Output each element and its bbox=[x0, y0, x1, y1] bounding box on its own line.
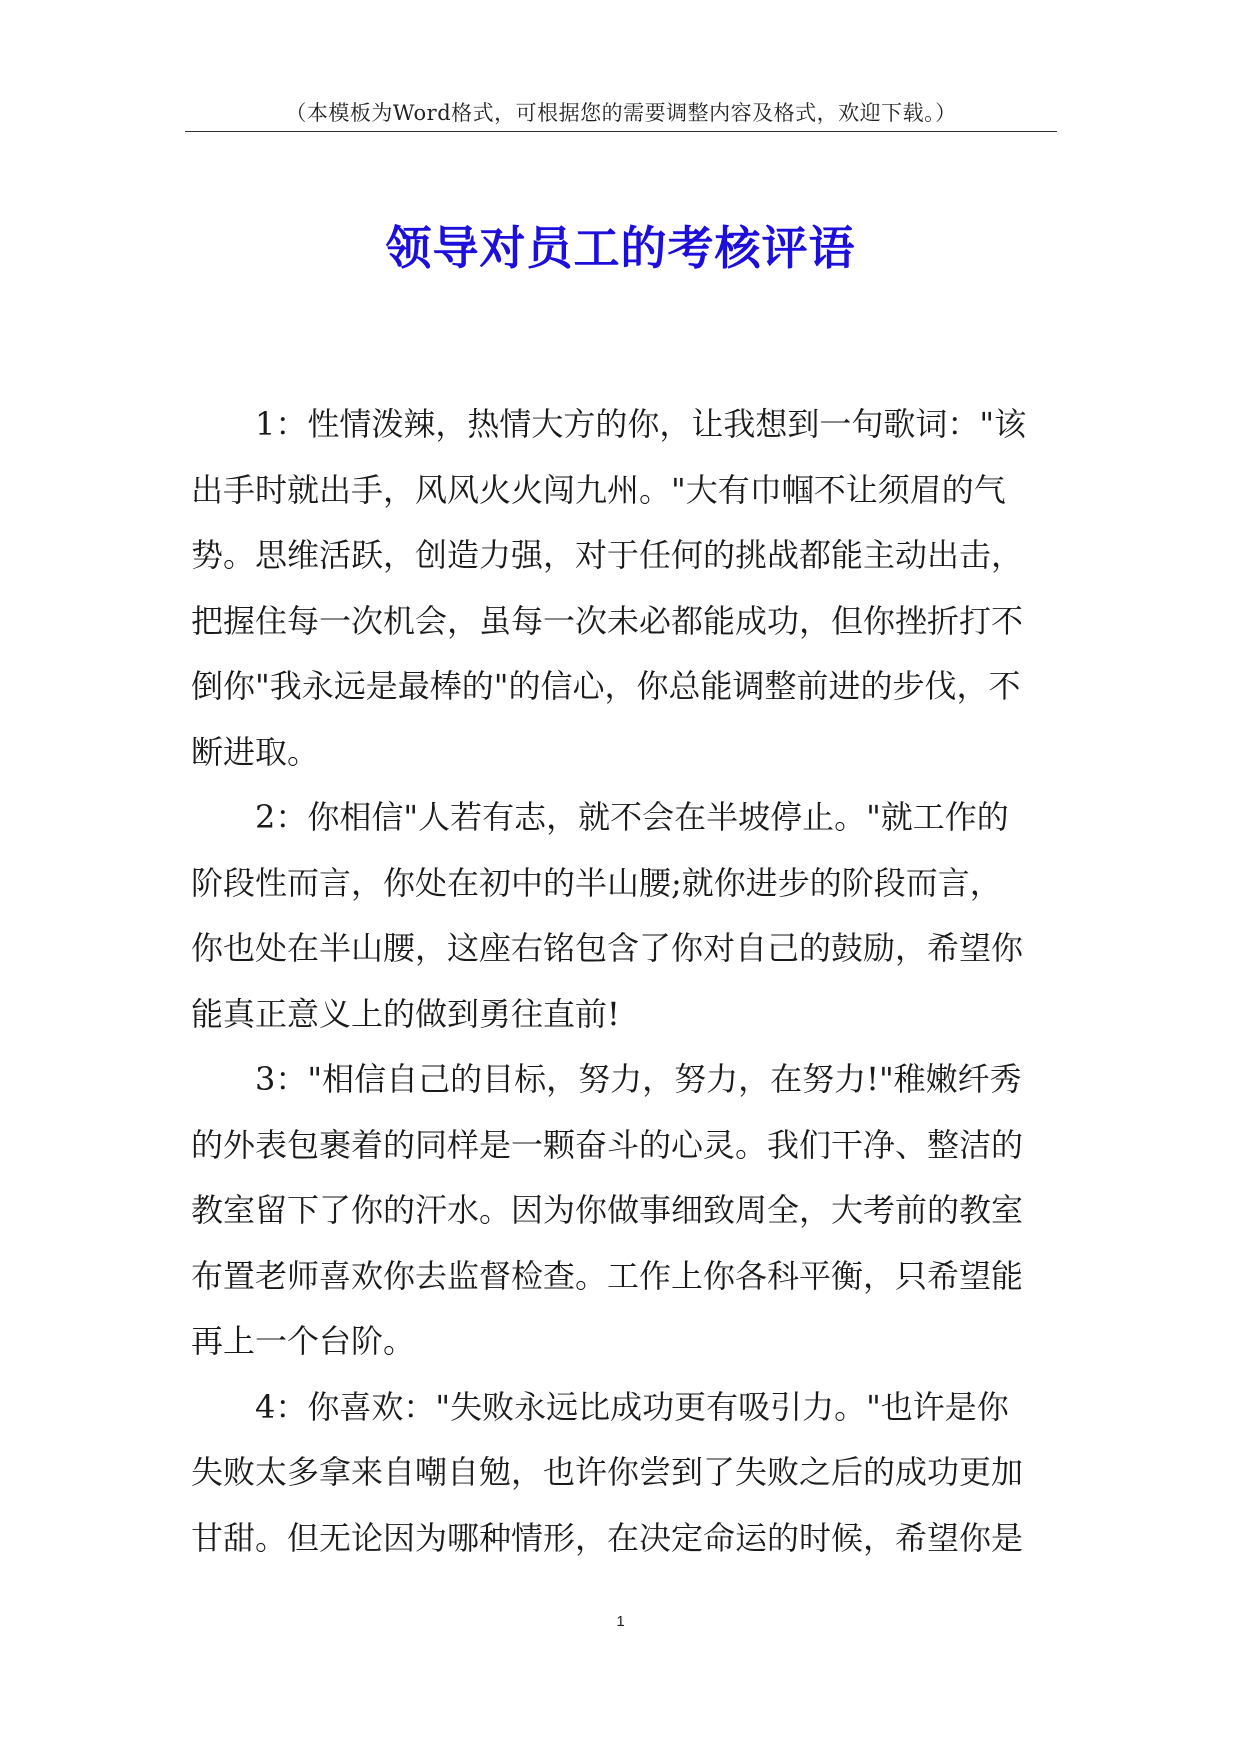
paragraph-4-line: 4：你喜欢："失败永远比成功更有吸引力。"也许是你 bbox=[255, 1387, 1009, 1426]
paragraph-1-line: 把握住每一次机会，虽每一次未必都能成功，但你挫折打不 bbox=[191, 601, 1024, 640]
paragraph-1-line: 1：性情泼辣，热情大方的你，让我想到一句歌词："该 bbox=[255, 405, 1027, 443]
paragraph-3-line: 3："相信自己的目标，努力，努力，在努力!"稚嫩纤秀 bbox=[255, 1060, 1022, 1098]
paragraph-3-line: 教室留下了你的汗水。因为你做事细致周全，大考前的教室 bbox=[191, 1191, 1024, 1229]
paragraph-3-line: 布置老师喜欢你去监督检查。工作上你各科平衡，只希望能 bbox=[191, 1256, 1024, 1295]
paragraph-2-line: 阶段性而言，你处在初中的半山腰;就你进步的阶段而言， bbox=[191, 863, 1002, 902]
paragraph-4-line: 甘甜。但无论因为哪种情形，在决定命运的时候，希望你是 bbox=[191, 1518, 1024, 1557]
paragraph-2-line: 2：你相信"人若有志，就不会在半坡停止。"就工作的 bbox=[255, 798, 1009, 836]
document-body bbox=[191, 392, 1063, 1571]
document-title: 领导对员工的考核评语 bbox=[385, 221, 856, 275]
paragraph-1-line: 断进取。 bbox=[191, 732, 320, 771]
paragraph-2-line: 能真正意义上的做到勇往直前! bbox=[191, 994, 620, 1033]
paragraph-1-line: 出手时就出手，风风火火闯九州。"大有巾帼不让须眉的气 bbox=[191, 470, 1006, 509]
header-divider bbox=[185, 131, 1057, 132]
paragraph-2-line: 你也处在半山腰，这座右铭包含了你对自己的鼓励，希望你 bbox=[191, 929, 1024, 967]
header-note: （本模板为Word格式，可根据您的需要调整内容及格式，欢迎下载。） bbox=[285, 101, 957, 125]
paragraph-3-line: 再上一个台阶。 bbox=[191, 1322, 416, 1360]
paragraph-4-line: 失败太多拿来自嘲自勉，也许你尝到了失败之后的成功更加 bbox=[191, 1453, 1024, 1491]
paragraph-1-line: 倒你"我永远是最棒的"的信心，你总能调整前进的步伐，不 bbox=[191, 667, 1021, 705]
paragraph-1-line: 势。思维活跃，创造力强，对于任何的挑战都能主动出击， bbox=[191, 536, 1024, 574]
page-number: 1 bbox=[616, 1613, 625, 1630]
paragraph-3-line: 的外表包裹着的同样是一颗奋斗的心灵。我们干净、整洁的 bbox=[191, 1125, 1024, 1164]
